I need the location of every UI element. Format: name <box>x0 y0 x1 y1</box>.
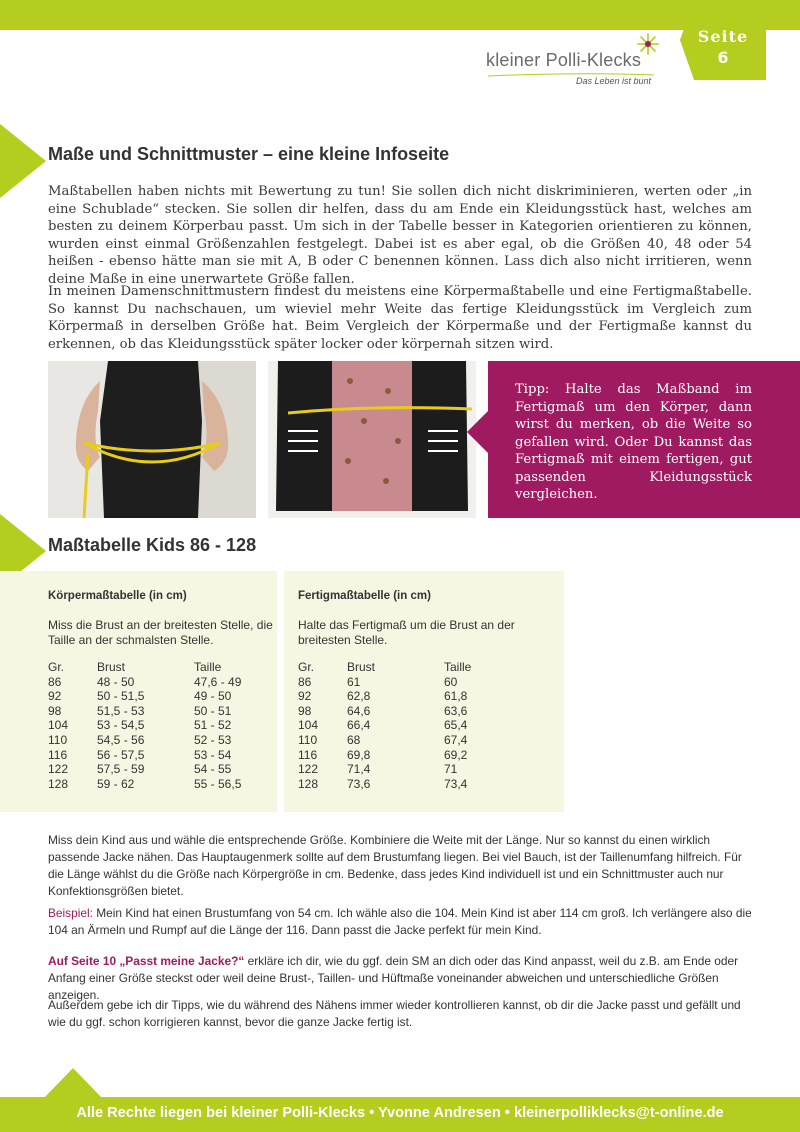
body-table-cell: 57,5 - 59 <box>97 762 145 777</box>
page-title: Maße und Schnittmuster – eine kleine Infoseite <box>48 144 450 164</box>
logo-name: kleiner Polli-Klecks <box>486 50 642 70</box>
body-table-cell: Brust <box>97 660 126 674</box>
finished-table-row <box>298 762 518 777</box>
finished-table-cell: 73,4 <box>444 776 468 791</box>
finished-measurement-table <box>284 571 564 812</box>
body-table-row <box>48 675 268 690</box>
section-title: Maßtabelle Kids 86 - 128 <box>48 535 257 555</box>
body-table-row <box>48 762 268 777</box>
body-table-cell: 54,5 - 56 <box>97 732 145 747</box>
finished-table-cell: 64,6 <box>347 703 371 718</box>
finished-table-grid <box>298 660 518 791</box>
body-table-cell: Gr. <box>48 660 65 674</box>
finished-table-cell: 60 <box>444 674 458 689</box>
advice-example <box>48 905 758 939</box>
tip-text: Tipp: Halte das Maßband im Fertigmaß um den Körper, dann wirst du merken, ob die Weite so gefallen wird. Oder Du kannst das Fertigmaß mit einem fertigen, gut passenden Kleidungsstück vergleichen. <box>515 382 752 502</box>
finished-table-cell: 104 <box>298 718 319 733</box>
finished-table-cell: 122 <box>298 762 319 777</box>
body-table-row <box>48 777 268 792</box>
splash-icon <box>636 32 660 56</box>
body-table-row <box>48 733 268 748</box>
finished-table-cell: 116 <box>298 747 318 762</box>
body-table-cell: 110 <box>48 732 68 747</box>
body-table-cell: 98 <box>48 703 62 718</box>
finished-table-cell: 62,8 <box>347 689 371 704</box>
advice-paragraph-1: Miss dein Kind aus und wähle die entsprechende Größe. Kombiniere die Weite mit der Länge. Nur so kannst du einen wirklich passende Jacke nähen. Das Hauptaugenmerk sollte auf dem Brustumfang liegen. Bei viel Bauch, ist der Taillenumfang hilfreich. Für die Länge wählst du die Größe nach Körpergröße in cm. Bedenke, dass jedes Kind individuell ist und ein Schnittmuster auch nur Konfektionsgrößen bietet. <box>48 833 742 898</box>
finished-table-row <box>298 675 518 690</box>
example-label: Beispiel: <box>48 906 93 920</box>
finished-table-cell: 65,4 <box>444 718 468 733</box>
finished-table-cell: 63,6 <box>444 703 468 718</box>
body-table-row <box>48 689 268 704</box>
footer-marker <box>44 1068 102 1098</box>
body-table-cell: Taille <box>194 660 222 674</box>
body-table-cell: 49 - 50 <box>194 689 232 704</box>
body-table-grid <box>48 660 268 791</box>
brand-logo <box>486 50 666 90</box>
body-table-cell: 53 - 54 <box>194 747 232 762</box>
finished-table-cell: 128 <box>298 776 319 791</box>
finished-table-cell: Gr. <box>298 660 315 674</box>
body-table-cell: 50 - 51,5 <box>97 689 145 704</box>
finished-table-cell: 86 <box>298 674 312 689</box>
body-table-row <box>48 748 268 763</box>
body-table-row <box>48 718 268 733</box>
finished-table-cell: 67,4 <box>444 732 468 747</box>
body-table-cell: 51 - 52 <box>194 718 232 733</box>
body-table-cell: 116 <box>48 747 68 762</box>
finished-table-cell: 73,6 <box>347 776 371 791</box>
finished-table-cell: 69,2 <box>444 747 468 762</box>
finished-table-cell: 92 <box>298 689 312 704</box>
body-table-cell: 92 <box>48 689 62 704</box>
reference-label: Auf Seite 10 „Passt meine Jacke?“ <box>48 954 245 968</box>
body-table-cell: 56 - 57,5 <box>97 747 145 762</box>
body-measurement-table <box>0 571 277 812</box>
footer-text: Alle Rechte liegen bei kleiner Polli-Klecks • Yvonne Andresen • kleinerpolliklecks@t-online.de <box>76 1105 724 1121</box>
logo-tagline: Das Leben ist bunt <box>576 76 652 86</box>
finished-table-cell: 66,4 <box>347 718 371 733</box>
body-table-cell: 47,6 - 49 <box>194 674 242 689</box>
body-table-cell: 59 - 62 <box>97 776 135 791</box>
body-table-cell: 51,5 - 53 <box>97 703 145 718</box>
example-text: Mein Kind hat einen Brustumfang von 54 cm. Ich wähle also die 104. Mein Kind ist aber 114 cm groß. Ich verlängere also die 104 an Ärmeln und Rumpf auf die Länge der 116. Dann passt die Jacke perfekt für mein Kind. <box>48 906 752 937</box>
finished-table-row <box>298 689 518 704</box>
section-marker-1 <box>0 124 46 198</box>
finished-table-cell: 71 <box>444 762 458 777</box>
body-table-cell: 54 - 55 <box>194 762 232 777</box>
finished-table-cell: 69,8 <box>347 747 371 762</box>
intro-paragraph-1: Maßtabellen haben nichts mit Bewertung zu tun! Sie sollen dich nicht diskriminieren, werten oder „in eine Schublade“ stecken. Sie sollen dir helfen, dass du am Ende ein Kleidungsstück hast, welches am besten zu deinem Körperbau passt. Um sich in der Tabelle besser in Kategorien orientieren zu können, wurden einst einmal Größenzahlen festgelegt. Dabei ist es aber egal, ob die Größen 40, 48 oder 54 heißen - ebenso hätte man sie mit A, B oder C benennen können. Lass dich also nicht irritieren, wenn deine Maße in eine unerwartete Größe fallen. <box>48 184 752 287</box>
body-table-cell: 128 <box>48 776 69 791</box>
finished-table-header-row <box>298 660 518 675</box>
finished-table-cell: 68 <box>347 732 361 747</box>
body-table-description: Miss die Brust an der breitesten Stelle, die Taille an der schmalsten Stelle. <box>48 618 273 647</box>
body-table-cell: 104 <box>48 718 69 733</box>
body-table-header-row <box>48 660 268 675</box>
body-table-heading: Körpermaßtabelle (in cm) <box>48 590 187 602</box>
body-table-cell: 50 - 51 <box>194 703 232 718</box>
body-table-cell: 55 - 56,5 <box>194 776 242 791</box>
intro-paragraph-2: In meinen Damenschnittmustern findest du meistens eine Körpermaßtabelle und eine Fertigmaßtabelle. So kannst Du nachschauen, um wieviel mehr Weite das fertige Kleidungsstück im Vergleich zum Körpermaß in derselben Größe hat. Beim Vergleich der Körpermaße und der Fertigmaße kannst du erkennen, ob das Kleidungsstück später locker oder körpernah sitzen wird. <box>48 284 752 352</box>
finished-table-row <box>298 718 518 733</box>
finished-table-row <box>298 777 518 792</box>
page-label: Seite <box>697 27 749 46</box>
finished-table-cell: 61 <box>347 674 361 689</box>
photo-finished-measurement <box>268 361 476 518</box>
body-table-cell: 52 - 53 <box>194 732 232 747</box>
body-table-row <box>48 704 268 719</box>
finished-table-description: Halte das Fertigmaß um die Brust an der breitesten Stelle. <box>298 618 515 647</box>
finished-table-cell: Taille <box>444 660 472 674</box>
photo-body-measurement <box>48 361 256 518</box>
finished-table-cell: Brust <box>347 660 376 674</box>
body-table-cell: 53 - 54,5 <box>97 718 145 733</box>
page-badge <box>680 0 790 80</box>
finished-table-row <box>298 748 518 763</box>
finished-table-cell: 71,4 <box>347 762 371 777</box>
finished-table-cell: 98 <box>298 703 312 718</box>
body-table-cell: 48 - 50 <box>97 674 135 689</box>
finished-table-row <box>298 733 518 748</box>
finished-table-cell: 61,8 <box>444 689 468 704</box>
finished-table-heading: Fertigmaßtabelle (in cm) <box>298 590 431 602</box>
page-number: 6 <box>717 48 729 67</box>
body-table-cell: 122 <box>48 762 69 777</box>
reference-text: erkläre ich dir, wie du ggf. dein SM an dich oder das Kind anpasst, weil du z.B. am Ende oder Anfang einer Größe steckst oder weil deine Brust-, Taillen- und Hüftmaße voneinander abweichen und unterschiedliche Größen anzeigen. <box>48 954 739 1002</box>
advice-paragraph-4: Außerdem gebe ich dir Tipps, wie du während des Nähens immer wieder kontrollieren kannst, ob dir die Jacke passt und gefällt und wie du ggf. schon korrigieren kannst, bevor die ganze Jacke fertig ist. <box>48 998 741 1029</box>
tip-pointer <box>467 410 489 454</box>
finished-table-row <box>298 704 518 719</box>
finished-table-cell: 110 <box>298 732 318 747</box>
body-table-cell: 86 <box>48 674 62 689</box>
